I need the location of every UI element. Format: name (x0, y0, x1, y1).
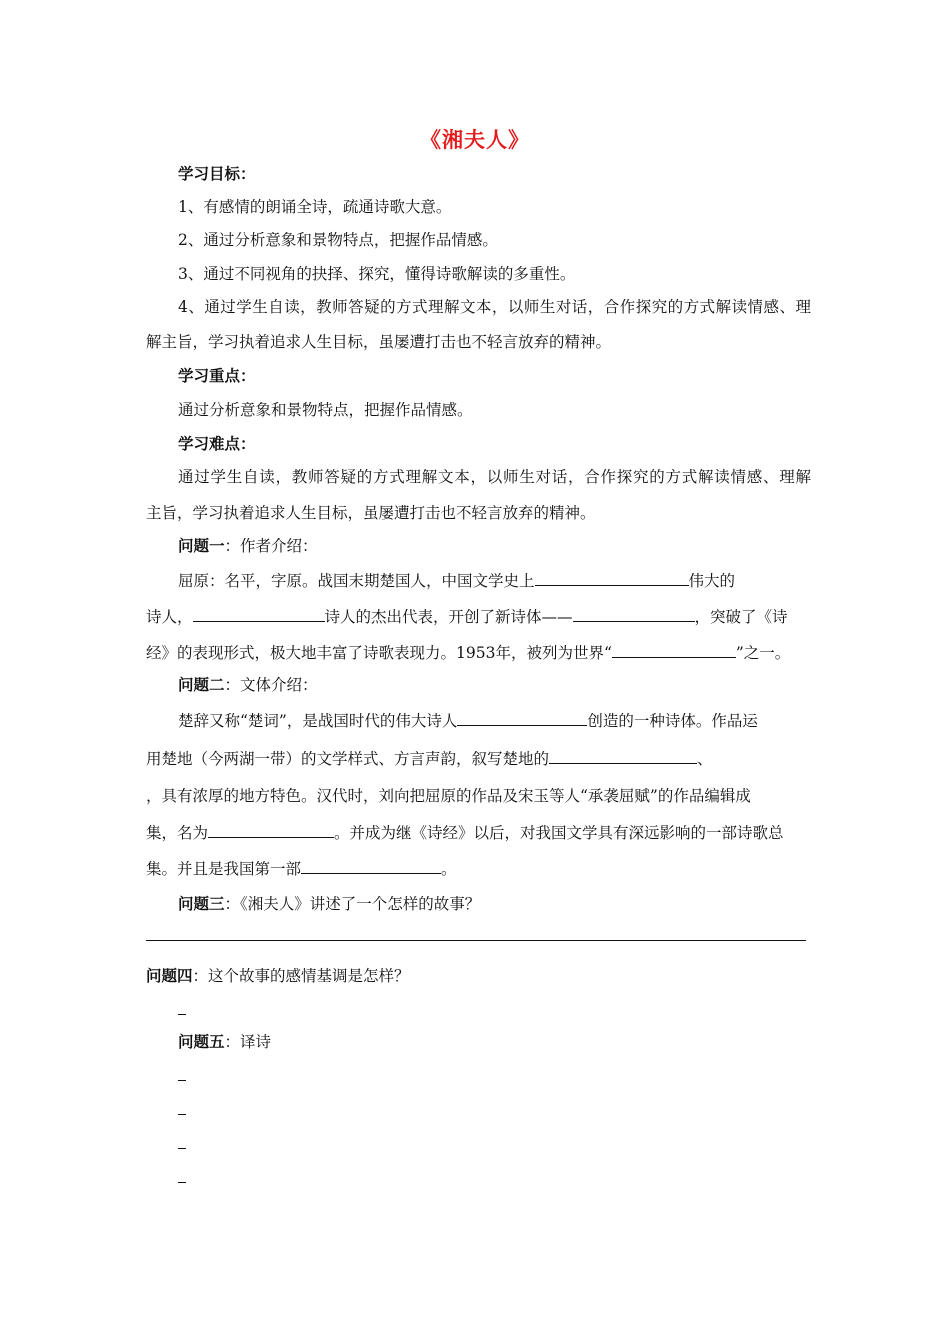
q4-label: ：这个故事的感情基调是怎样？ (192, 967, 410, 985)
q4-heading: 问题四 (146, 967, 193, 985)
answer-dash (178, 1014, 186, 1015)
q2-line-1 (178, 710, 811, 731)
difficulty-line-2: 主旨，学习执着追求人生目标，虽屡遭打击也不轻言放弃的精神。 (146, 504, 596, 522)
difficulty-heading: 学习难点： (178, 435, 256, 453)
answer-blank[interactable] (301, 858, 441, 874)
answer-blank[interactable] (612, 642, 736, 658)
q3-title (178, 894, 811, 914)
q3-label: ：《湘夫人》讲述了一个怎样的故事？ (224, 895, 481, 913)
q1-line-1 (178, 570, 811, 591)
key-point-heading: 学习重点： (178, 367, 256, 385)
answer-blank[interactable] (573, 606, 695, 622)
difficulty-line-1: 通过学生自读，教师答疑的方式理解文本，以师生对话，合作探究的方式解读情感、理解 (178, 468, 811, 486)
q2-text-b: 创造的一种诗体。作品运 (587, 712, 758, 730)
q5-title (178, 1032, 811, 1052)
answer-blank[interactable] (457, 710, 587, 726)
answer-blank[interactable] (208, 822, 334, 838)
goal-item-4: 4、通过学生自读，教师答疑的方式理解文本，以师生对话，合作探究的方式解读情感、理 (178, 298, 811, 316)
answer-blank[interactable] (193, 606, 325, 622)
document-title: 《湘夫人》 (420, 128, 530, 152)
q2-heading: 问题二 (178, 676, 225, 694)
q5-label: ：译诗 (224, 1033, 272, 1051)
q2-label: ：文体介绍： (224, 676, 318, 694)
goals-heading: 学习目标： (178, 165, 256, 183)
q2-title (178, 675, 811, 695)
q1-heading: 问题一 (178, 537, 225, 555)
q1-text-g: ”之一。 (735, 644, 791, 662)
q1-label: ：作者介绍： (224, 537, 318, 555)
q2-line-5 (146, 858, 811, 879)
key-point-text: 通过分析意象和景物特点，把握作品情感。 (178, 401, 473, 419)
q2-text-c: 用楚地（今两湖一带）的文学样式、方言声韵，叙写楚地的 (146, 750, 550, 768)
q3-heading: 问题三 (178, 895, 225, 913)
goal-item-1: 1、有感情的朗诵全诗，疏通诗歌大意。 (178, 198, 452, 216)
q2-line-4 (146, 822, 811, 843)
goal-item-4-cont: 解主旨，学习执着追求人生目标，虽屡遭打击也不轻言放弃的精神。 (146, 333, 612, 351)
answer-line[interactable] (146, 940, 806, 941)
answer-dash (178, 1182, 186, 1183)
q1-text-d: 诗人的杰出代表，开创了新诗体—— (324, 608, 573, 626)
answer-blank[interactable] (549, 748, 697, 764)
q4-title (146, 966, 811, 986)
q1-title (178, 536, 811, 556)
goal-item-2: 2、通过分析意象和景物特点，把握作品情感。 (178, 231, 498, 249)
answer-dash (178, 1148, 186, 1149)
q2-text-g: 集。并且是我国第一部 (146, 860, 302, 878)
q2-text-d: 、 (697, 750, 713, 768)
answer-dash (178, 1114, 186, 1115)
q1-text-c: 诗人， (146, 608, 193, 626)
q1-line-2 (146, 606, 811, 627)
q2-text-h: 。 (441, 860, 457, 878)
q1-text-f: 经》的表现形式，极大地丰富了诗歌表现力。1953年，被列为世界“ (146, 644, 612, 662)
q5-heading: 问题五 (178, 1033, 225, 1051)
q2-text-e: 集，名为 (146, 824, 209, 842)
q1-line-3 (146, 642, 811, 663)
q1-text-e: ，突破了《诗 (694, 608, 788, 626)
answer-blank[interactable] (535, 570, 689, 586)
q2-line-2 (146, 748, 811, 769)
goal-item-3: 3、通过不同视角的抉择、探究，懂得诗歌解读的多重性。 (178, 265, 576, 283)
q2-text-a: 楚辞又称“楚词”，是战国时代的伟大诗人 (178, 712, 458, 730)
q1-text-b: 伟大的 (688, 572, 736, 590)
answer-dash (178, 1080, 186, 1081)
q1-text-a: 屈原：名平，字原。战国末期楚国人，中国文学史上 (178, 572, 535, 590)
q2-text-f: 。并成为继《诗经》以后，对我国文学具有深远影响的一部诗歌总 (334, 824, 784, 842)
q2-line-3: ，具有浓厚的地方特色。汉代时，刘向把屈原的作品及宋玉等人“承袭屈赋”的作品编辑成 (146, 787, 751, 805)
